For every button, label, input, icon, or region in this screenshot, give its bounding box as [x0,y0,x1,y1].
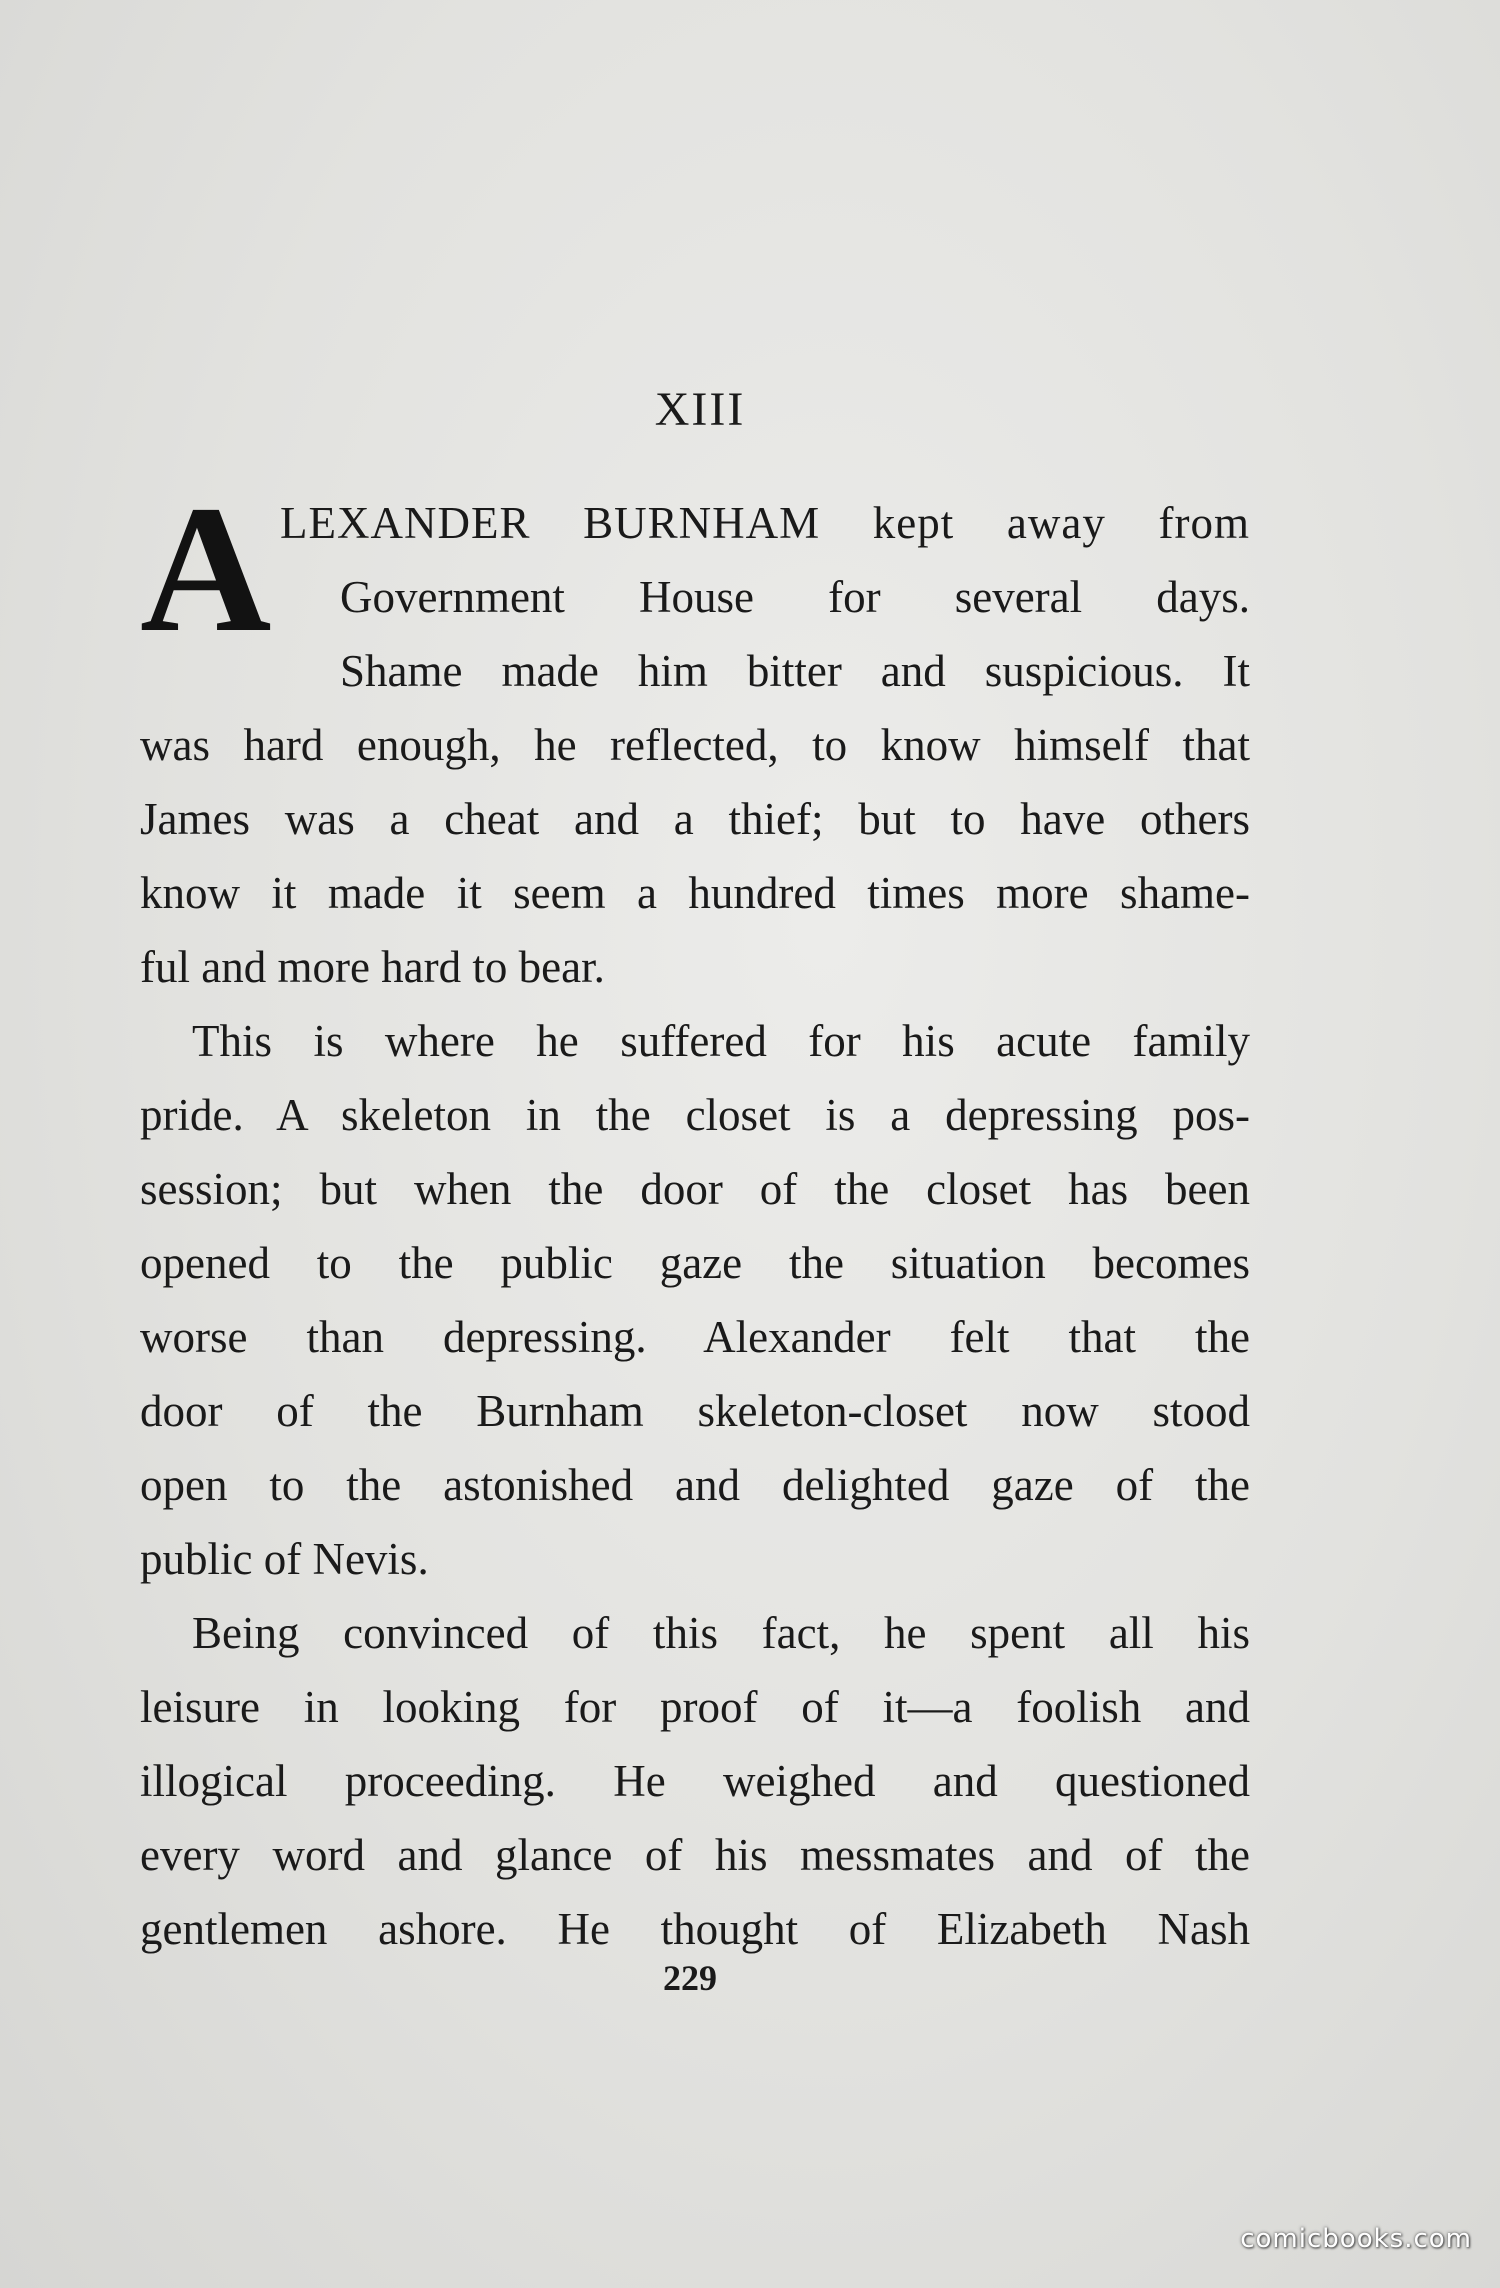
paragraph-line: know it made it seem a hundred times more shame- [140,868,1250,918]
paragraph-line: open to the astonished and delighted gaze of the [140,1460,1250,1510]
paragraph-line: ful and more hard to bear. [140,942,605,992]
paragraph-line: worse than depressing. Alexander felt that the [140,1312,1250,1362]
paragraph-line: gentlemen ashore. He thought of Elizabeth Nash [140,1904,1250,1954]
watermark: comicbooks.com [1240,2224,1472,2254]
paragraph-line: leisure in looking for proof of it—a foolish and [140,1682,1250,1732]
paragraph-line: James was a cheat and a thief; but to have others [140,794,1250,844]
paragraph-line: every word and glance of his messmates and of the [140,1830,1250,1880]
drop-cap-letter: A [140,469,272,670]
paragraph-line: opened to the public gaze the situation becomes [140,1238,1250,1288]
paragraph-line: LEXANDER BURNHAM kept away from [280,498,1250,548]
paragraph-line: This is where he suffered for his acute family [192,1016,1250,1066]
paragraph-line: Being convinced of this fact, he spent all his [192,1608,1250,1658]
paragraph-line: Shame made him bitter and suspicious. It [340,646,1250,696]
paragraph-line: was hard enough, he reflected, to know himself that [140,720,1250,770]
paragraph-line: illogical proceeding. He weighed and questioned [140,1756,1250,1806]
paragraph-line: session; but when the door of the closet has been [140,1164,1250,1214]
page-number: 229 [663,1958,717,1998]
second-paragraph [140,1004,1250,1596]
paragraph-line: door of the Burnham skeleton-closet now stood [140,1386,1250,1436]
paragraph-line: public of Nevis. [140,1534,429,1584]
paragraph-line: pride. A skeleton in the closet is a depressing pos- [140,1090,1250,1140]
first-paragraph [140,469,1250,1004]
paragraph-line: Government House for several days. [340,572,1250,622]
third-paragraph [140,1596,1250,1966]
chapter-heading: XIII [654,383,746,436]
